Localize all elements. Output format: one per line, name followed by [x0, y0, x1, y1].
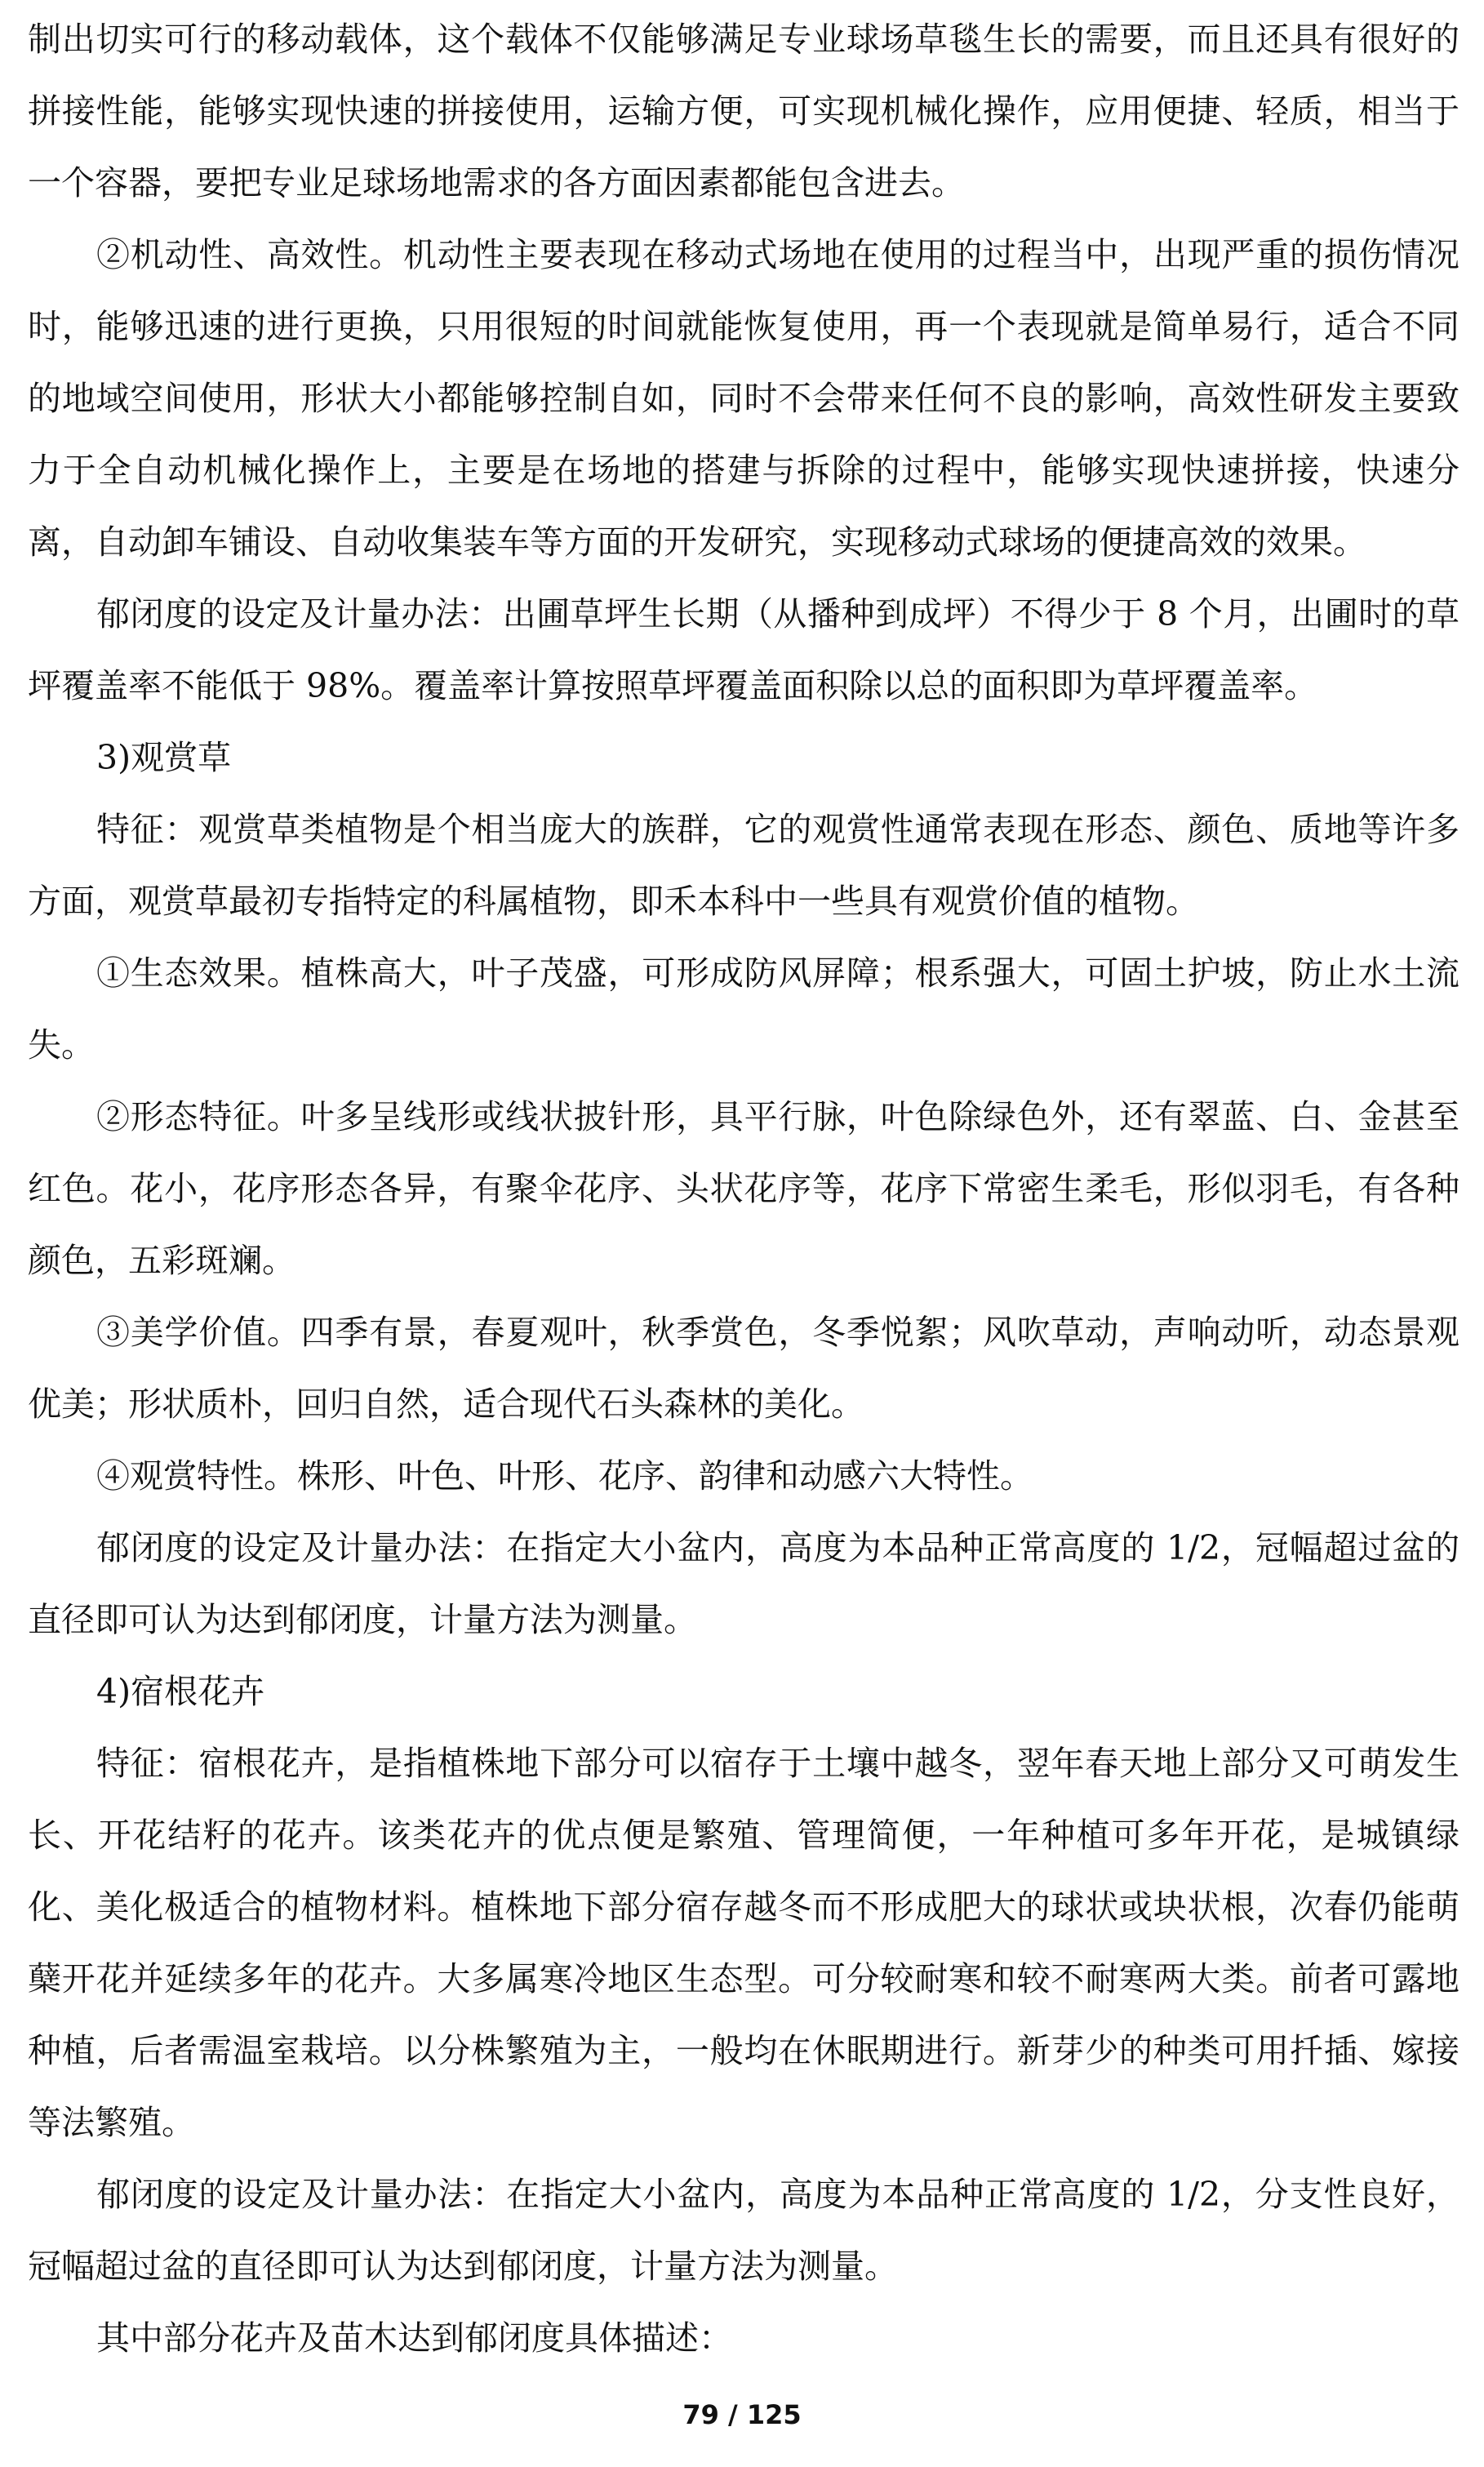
section-heading: 3)观赏草	[96, 738, 232, 777]
paragraph: ③美学价值。四季有景，春夏观叶，秋季赏色，冬季悦絮；风吹草动，声响动听，动态景观优美；形状质朴，回归自然，适合现代石头森林的美化。	[28, 1313, 1460, 1424]
paragraph: 特征：宿根花卉，是指植株地下部分可以宿存于土壤中越冬，翌年春天地上部分又可萌发生长、开花结籽的花卉。该类花卉的优点便是繁殖、管理简便，一年种植可多年开花，是城镇绿化、美化极适合的植物材料。植株地下部分宿存越冬而不形成肥大的球状或块状根，次春仍能萌蘖开花并延续多年的花卉。大多属寒冷地区生态型。可分较耐寒和较不耐寒两大类。前者可露地种植，后者需温室栽培。以分株繁殖为主，一般均在休眠期进行。新芽少的种类可用扦插、嫁接等法繁殖。	[28, 1744, 1460, 2142]
paragraph: ④观赏特性。株形、叶色、叶形、花序、韵律和动感六大特性。	[96, 1456, 1033, 1496]
document-body	[28, 3, 1460, 2374]
paragraph: ②机动性、高效性。机动性主要表现在移动式场地在使用的过程当中，出现严重的损伤情况时，能够迅速的进行更换，只用很短的时间就能恢复使用，再一个表现就是简单易行，适合不同的地域空间使用，形状大小都能够控制自如，同时不会带来任何不良的影响，高效性研发主要致力于全自动机械化操作上，主要是在场地的搭建与拆除的过程中，能够实现快速拼接，快速分离，自动卸车铺设、自动收集装车等方面的开发研究，实现移动式球场的便捷高效的效果。	[28, 235, 1460, 562]
paragraph: 郁闭度的设定及计量办法：出圃草坪生长期（从播种到成坪）不得少于 8 个月，出圃时的草坪覆盖率不能低于 98%。覆盖率计算按照草坪覆盖面积除以总的面积即为草坪覆盖率。	[28, 594, 1460, 705]
page-number: 79 / 125	[682, 2399, 802, 2430]
section-heading: 4)宿根花卉	[96, 1672, 265, 1711]
paragraph: ②形态特征。叶多呈线形或线状披针形，具平行脉，叶色除绿色外，还有翠蓝、白、金甚至红色。花小，花序形态各异，有聚伞花序、头状花序等，花序下常密生柔毛，形似羽毛，有各种颜色，五彩斑斓。	[28, 1097, 1460, 1280]
paragraph: ①生态效果。植株高大，叶子茂盛，可形成防风屏障；根系强大，可固土护坡，防止水土流失。	[28, 953, 1460, 1065]
paragraph: 其中部分花卉及苗木达到郁闭度具体描述：	[96, 2318, 732, 2358]
paragraph: 郁闭度的设定及计量办法：在指定大小盆内，高度为本品种正常高度的 1/2，分支性良好，冠幅超过盆的直径即可认为达到郁闭度，计量方法为测量。	[28, 2175, 1460, 2286]
paragraph: 制出切实可行的移动载体，这个载体不仅能够满足专业球场草毯生长的需要，而且还具有很好的拼接性能，能够实现快速的拼接使用，运输方便，可实现机械化操作，应用便捷、轻质，相当于一个容器，要把专业足球场地需求的各方面因素都能包含进去。	[28, 20, 1460, 202]
paragraph: 特征：观赏草类植物是个相当庞大的族群，它的观赏性通常表现在形态、颜色、质地等许多方面，观赏草最初专指特定的科属植物，即禾本科中一些具有观赏价值的植物。	[28, 810, 1460, 921]
paragraph: 郁闭度的设定及计量办法：在指定大小盆内，高度为本品种正常高度的 1/2，冠幅超过盆的直径即可认为达到郁闭度，计量方法为测量。	[28, 1528, 1460, 1639]
